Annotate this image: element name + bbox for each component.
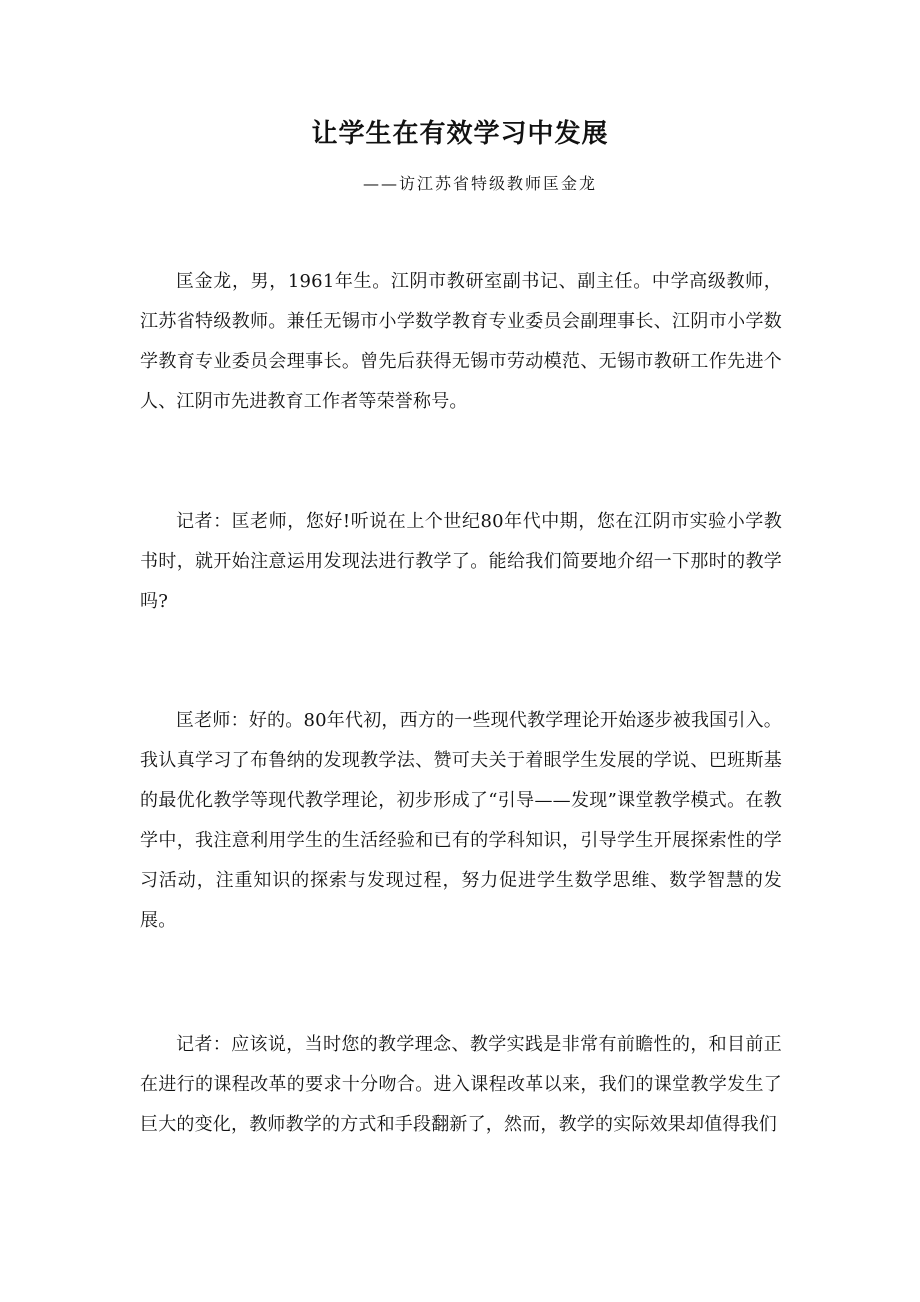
paragraph-bio: 匡金龙，男，1961年生。江阴市教研室副书记、副主任。中学高级教师，江苏省特级教师。兼任无锡市小学数学教育专业委员会副理事长、江阴市小学数学教育专业委员会理事长。曾先后获得无锡市劳动模范、无锡市教研工作先进个人、江阴市先进教育工作者等荣誉称号。 — [140, 271, 782, 412]
paragraph-teacher-answer-1: 匡老师：好的。80年代初，西方的一些现代教学理论开始逐步被我国引入。我认真学习了布鲁纳的发现教学法、赞可夫关于着眼学生发展的学说、巴班斯基的最优化教学等现代教学理论，初步形成了“引导——发现”课堂教学模式。在教学中，我注意利用学生的生活经验和已有的学科知识，引导学生开展探索性的学习活动，注重知识的探索与发现过程，努力促进学生数学思维、数学智慧的发展。 — [140, 710, 782, 931]
document-title: 让学生在有效学习中发展 — [311, 119, 609, 149]
paragraph-reporter-question-2: 记者：应该说，当时您的教学理念、教学实践是非常有前瞻性的，和目前正在进行的课程改革的要求十分吻合。进入课程改革以来，我们的课堂教学发生了巨大的变化，教师教学的方式和手段翻新了，然而，教学的实际效果却值得我们 — [140, 1034, 782, 1135]
paragraph-reporter-question-1: 记者：匡老师，您好!听说在上个世纪80年代中期，您在江阴市实验小学教书时，就开始注意运用发现法进行教学了。能给我们简要地介绍一下那时的教学吗? — [140, 511, 782, 612]
document-subtitle: ——访江苏省特级教师匡金龙 — [362, 174, 597, 193]
